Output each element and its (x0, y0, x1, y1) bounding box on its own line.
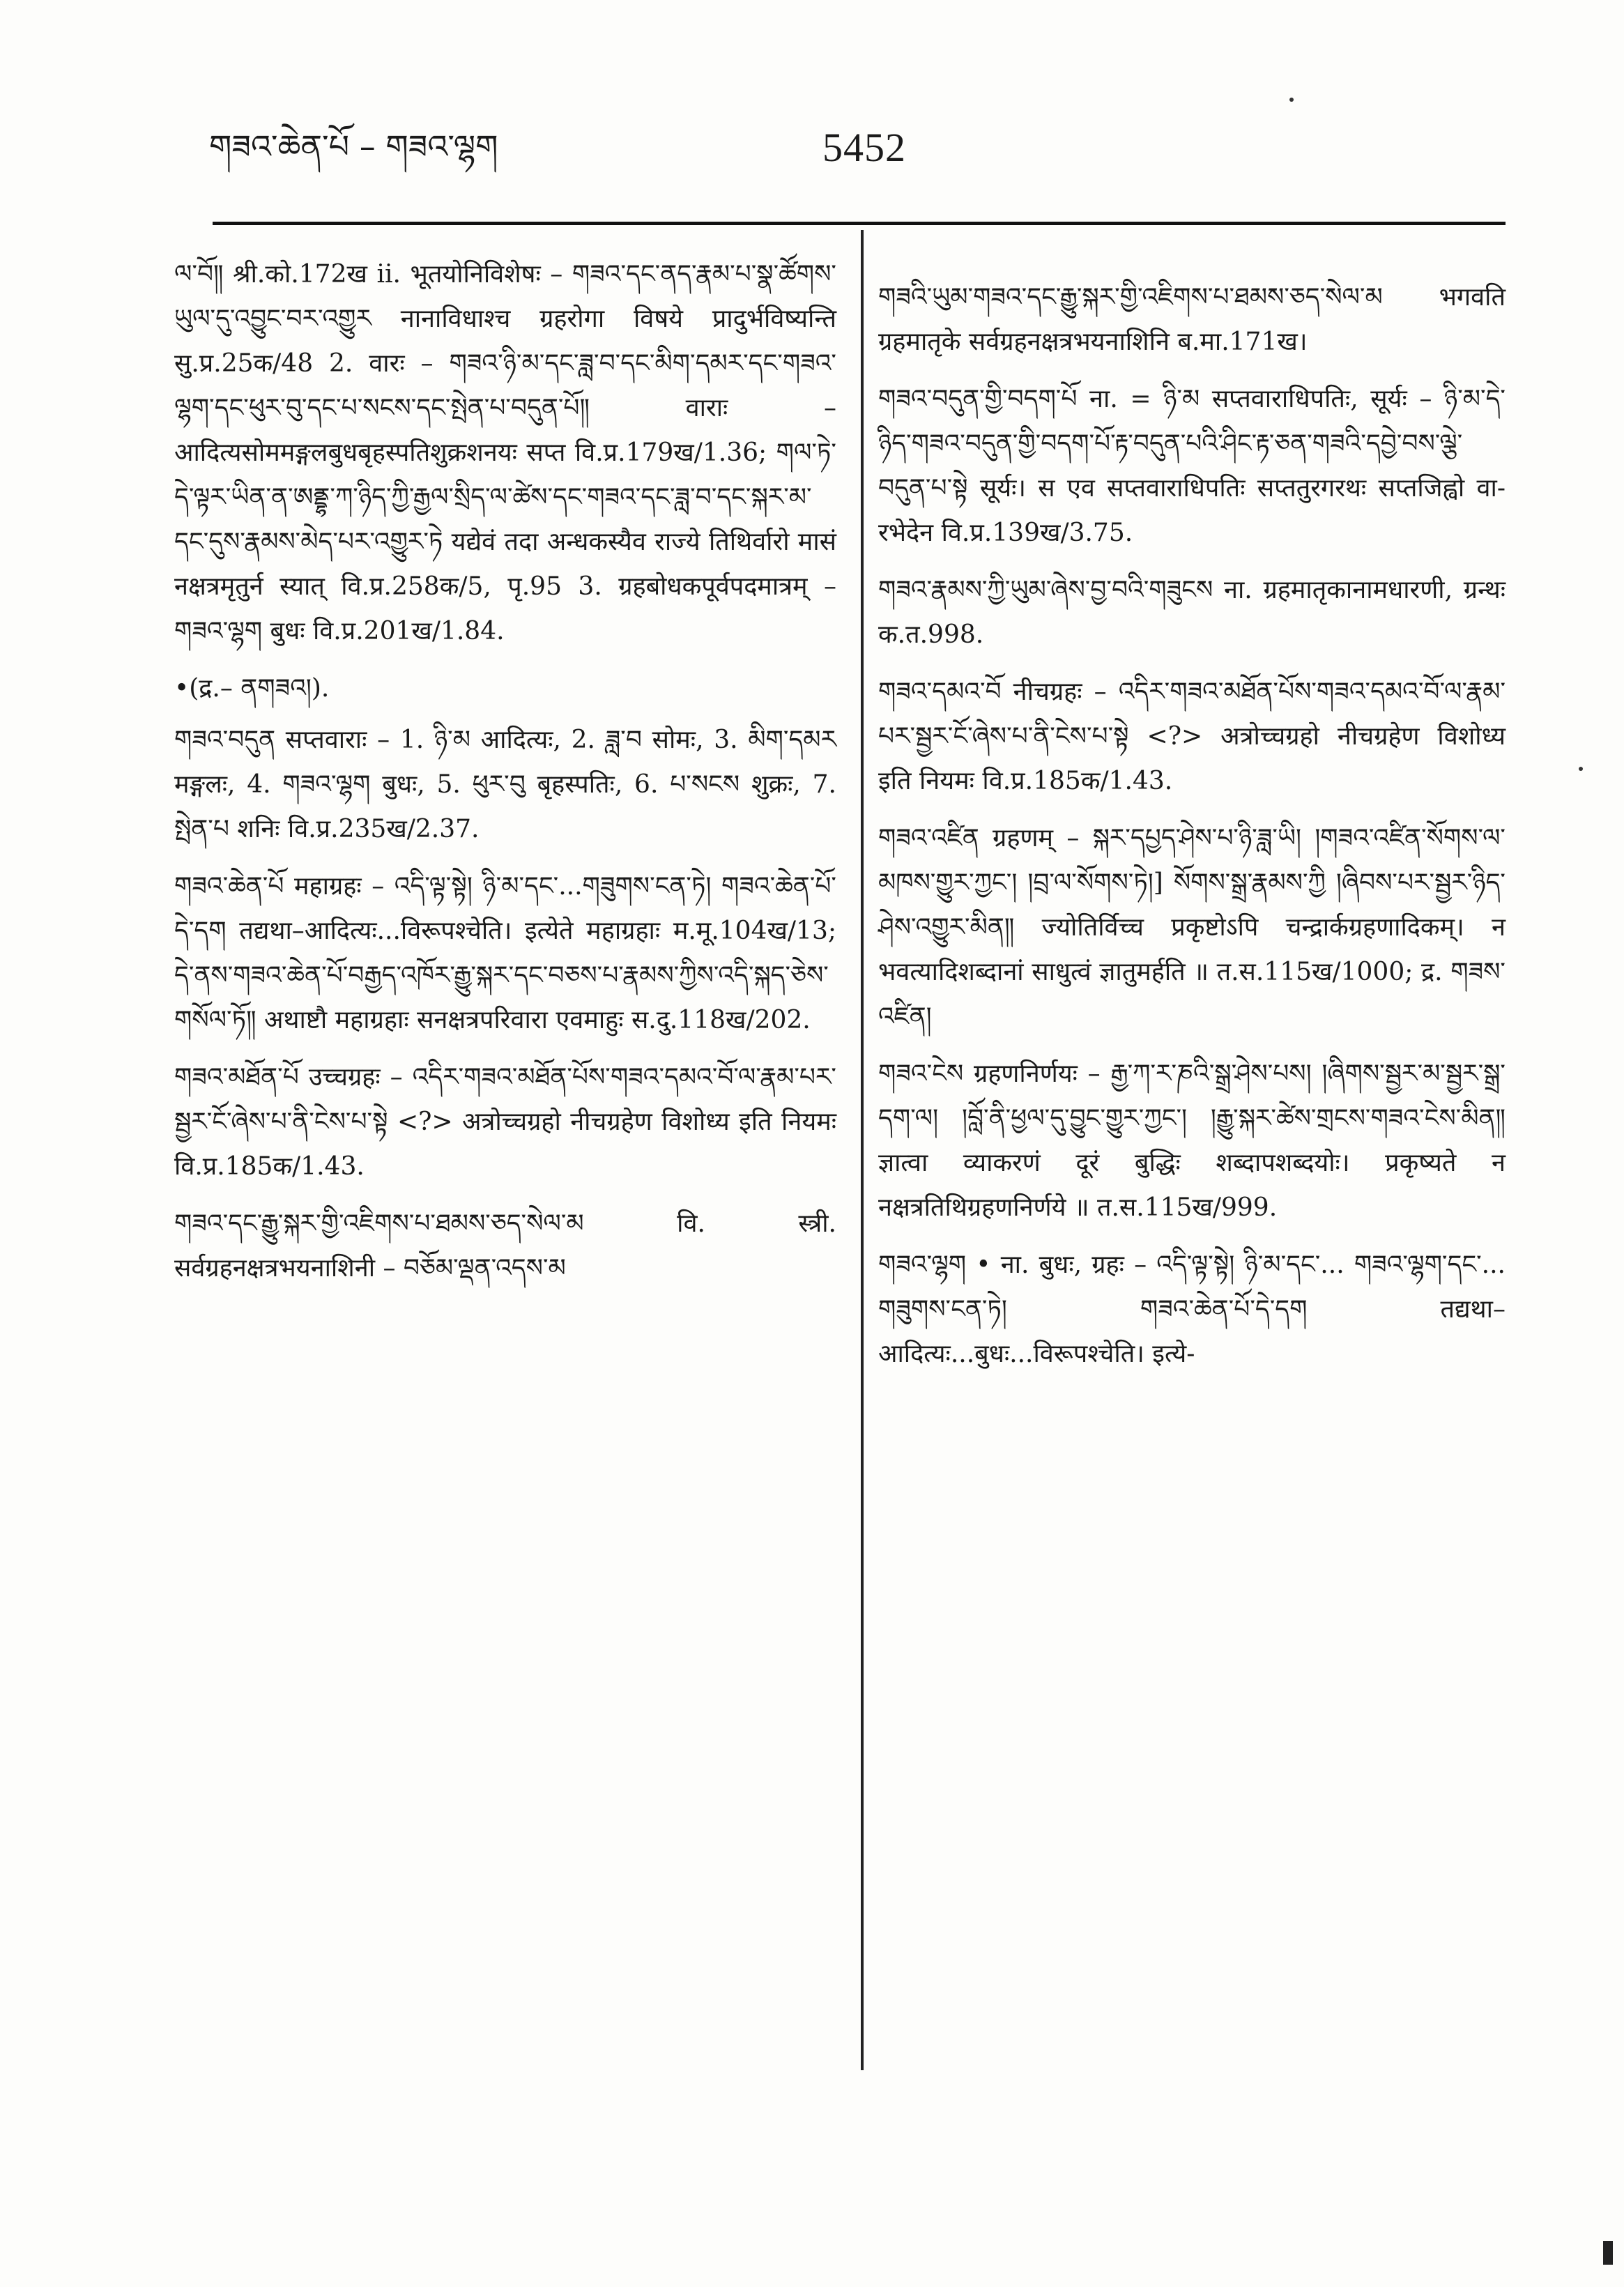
scan-speck (1289, 98, 1294, 102)
running-head: གཟའ་ཆེན་པོ – གཟའ་ལྷག (209, 128, 498, 165)
entry-mahagraha: གཟའ་ཆེན་པོ महाग्रहः – འདི་ལྟ་སྟེ། ཉི་མ་དང་...གཟུགས་ངན་ཏེ། གཟའ་ཆེན་པོ་དེ་དག तद्यथा–आदित्यः...विरूपश्चेति। इत्येते महाग्रहाः म.मू.104ख/13; དེ་ནས་གཟའ་ཆེན་པོ་བརྒྱད་འཁོར་རྒྱུ་སྐར་དང་བཅས་པ་རྣམས་ཀྱིས་འདི་སྐད་ཅེས་གསོལ་ཏོ༎ अथाष्टौ महाग्रहाः सनक्षत्रपरिवारा एवमाहुः स.दु.118ख/202. (174, 872, 836, 1034)
entry-budha: གཟའ་ལྷག • ना. बुधः, ग्रहः – འདི་ལྟ་སྟེ། ཉི་མ་དང་... གཟའ་ལྷག་དང་... གཟུགས་ངན་ཏེ། གཟའ་ཆེན་པོ་དེ་དག तद्यथा–आदित्यः...बुधः...विरूपश्चेति। इत्ये- (878, 1250, 1506, 1368)
column-divider (861, 230, 864, 2070)
left-column (174, 252, 836, 1303)
entry-nicagraha: གཟའ་དམའ་བོ नीचग्रहः – འདིར་གཟའ་མཐོན་པོས་གཟའ་དམའ་བོ་ལ་རྣམ་པར་སྦྱར་ངོ་ཞེས་པ་ནི་ངེས་པ་སྟེ <?> अत्रोच्चग्रहो नीचग्रहेण विशोध्य इति नियमः वि.प्र.185क/1.43. (878, 678, 1506, 795)
scan-speck (1579, 767, 1583, 771)
header-rule (213, 222, 1506, 225)
cross-reference: •(द्र.– ནགཟའ།). (174, 674, 330, 703)
entry-saptavaradhipati: གཟའ་བདུན་གྱི་བདག་པོ ना. = ཉི་མ सप्तवाराधिपतिः, सूर्यः – ཉི་མ་དེ་ཉིད་གཟའ་བདུན་གྱི་བདག་པོ་རྟ་བདུན་པའི་ཤིང་རྟ་ཅན་གཟའི་དབྱེ་བས་ལྕེ་བདུན་པ་སྟེ सूर्यः। स एव सप्तवाराधिपतिः सप्ततुरगरथः सप्तजिह्वो वारभेदेन वि.प्र.139ख/3.75. (878, 385, 1506, 547)
page-number: 5452 (822, 125, 906, 170)
entry-sarvagraha: གཟའ་དང་རྒྱུ་སྐར་གྱི་འཇིགས་པ་ཐམས་ཅད་སེལ་མ वि. स्त्री. सर्वग्रहनक्षत्रभयनाशिनी – བཅོམ་ལྡན་འདས་མ (174, 1209, 836, 1283)
entry-grahananirnaya: གཟའ་ངེས ग्रहणनिर्णयः – རྒྱ་ཀ་ར་ཎའི་སྒྲ་ཤེས་པས། །ཞིགས་སྦྱར་མ་སྦྱར་སྒྲ་དག་ལ། །བློ་ནི་ཕྱལ་དུ་བྱུང་གྱུར་ཀྱང་། །རྒྱུ་སྐར་ཚེས་གྲངས་གཟའ་ངེས་མིན༎ ज्ञात्वा व्याकरणं दूरं बुद्धिः शब्दापशब्दयोः। प्रकृष्यते न नक्षत्रतिथिग्रहणनिर्णये ॥ त.स.115ख/999. (878, 1060, 1506, 1222)
entry-continuation-right: གཟའི་ཡུམ་གཟའ་དང་རྒྱུ་སྐར་གྱི་འཇིགས་པ་ཐམས་ཅད་སེལ་མ भगवति ग्रहमातृके सर्वग्रहनक्षत्रभयनाशिनि ब.मा.171ख। (878, 283, 1506, 356)
entry-saptavara: གཟའ་བདུན सप्तवाराः – 1. ཉི་མ आदित्यः, 2. ཟླ་བ सोमः, 3. མིག་དམར मङ्गलः, 4. གཟའ་ལྷག बुधः, 5. ཕུར་བུ बृहस्पतिः, 6. པ་སངས शुक्रः, 7. སྤེན་པ शनिः वि.प्र.235ख/2.37. (174, 726, 836, 843)
scan-mark (1603, 2241, 1613, 2265)
right-column (878, 275, 1506, 1389)
entry-uccagraha: གཟའ་མཐོན་པོ उच्चग्रहः – འདིར་གཟའ་མཐོན་པོས་གཟའ་དམའ་བོ་ལ་རྣམ་པར་སྦྱར་ངོ་ཞེས་པ་ནི་ངེས་པ་སྟེ <?> अत्रोच्चग्रहो नीचग्रहेण विशोध्य इति नियमः वि.प्र.185क/1.43. (174, 1063, 836, 1181)
entry-grahamatrika: གཟའ་རྣམས་ཀྱི་ཡུམ་ཞེས་བྱ་བའི་གཟུངས ना. ग्रहमातृकानामधारणी, ग्रन्थः क.त.998. (878, 576, 1506, 649)
entry-grahana: གཟའ་འཛིན ग्रहणम् – སྐར་དཔྱད་ཤེས་པ་ཉི་ཟླ་ཡི། །གཟའ་འཛིན་སོགས་ལ་མཁས་གྱུར་ཀྱང་། །བྲ་ལ་སོགས་ཏེ།] སོགས་སྒྲ་རྣམས་ཀྱི །ཞིབས་པར་སྦྱར་ཉིད་ཤེས་འགྱུར་མིན༎ ज्योतिर्विच्च प्रकृष्टोऽपि चन्द्रार्कग्रहणादिकम्। न भवत्यादिशब्दानां साधुत्वं ज्ञातुमर्हति ॥ त.स.115ख/1000; द्र. གཟས་འཛིན། (878, 824, 1506, 1031)
entry-continuation: ལ་བོ༎ श्री.को.172ख ii. भूतयोनिविशेषः – གཟའ་དང་ནད་རྣམ་པ་སྣ་ཚོགས་ཡུལ་དུ་འབྱུང་བར་འགྱུར नानाविधाश्च ग्रहरोगा विषये प्रादुर्भविष्यन्ति सु.प्र.25क/48 2. वारः – གཟའ་ཉི་མ་དང་ཟླ་བ་དང་མིག་དམར་དང་གཟའ་ལྷག་དང་ཕུར་བུ་དང་པ་སངས་དང་སྤེན་པ་བདུན་པོ༎ वाराः – आदित्यसोममङ्गलबुधबृहस्पतिशुक्रशनयः सप्त वि.प्र.179ख/1.36; གལ་ཏེ་དེ་ལྟར་ཡིན་ན་ཨནྡྷ་ཀ་ཉིད་ཀྱི་རྒྱལ་སྲིད་ལ་ཚེས་དང་གཟའ་དང་ཟླ་བ་དང་སྐར་མ་དང་དུས་རྣམས་མེད་པར་འགྱུར་ཏེ यद्येवं तदा अन्धकस्यैव राज्ये तिथिर्वारो मासं नक्षत्रमृतुर्न स्यात् वि.प्र.258क/5, पृ.95 3. ग्रहबोधकपूर्वपदमात्रम् – གཟའ་ལྷག बुधः वि.प्र.201ख/1.84. (174, 260, 836, 645)
